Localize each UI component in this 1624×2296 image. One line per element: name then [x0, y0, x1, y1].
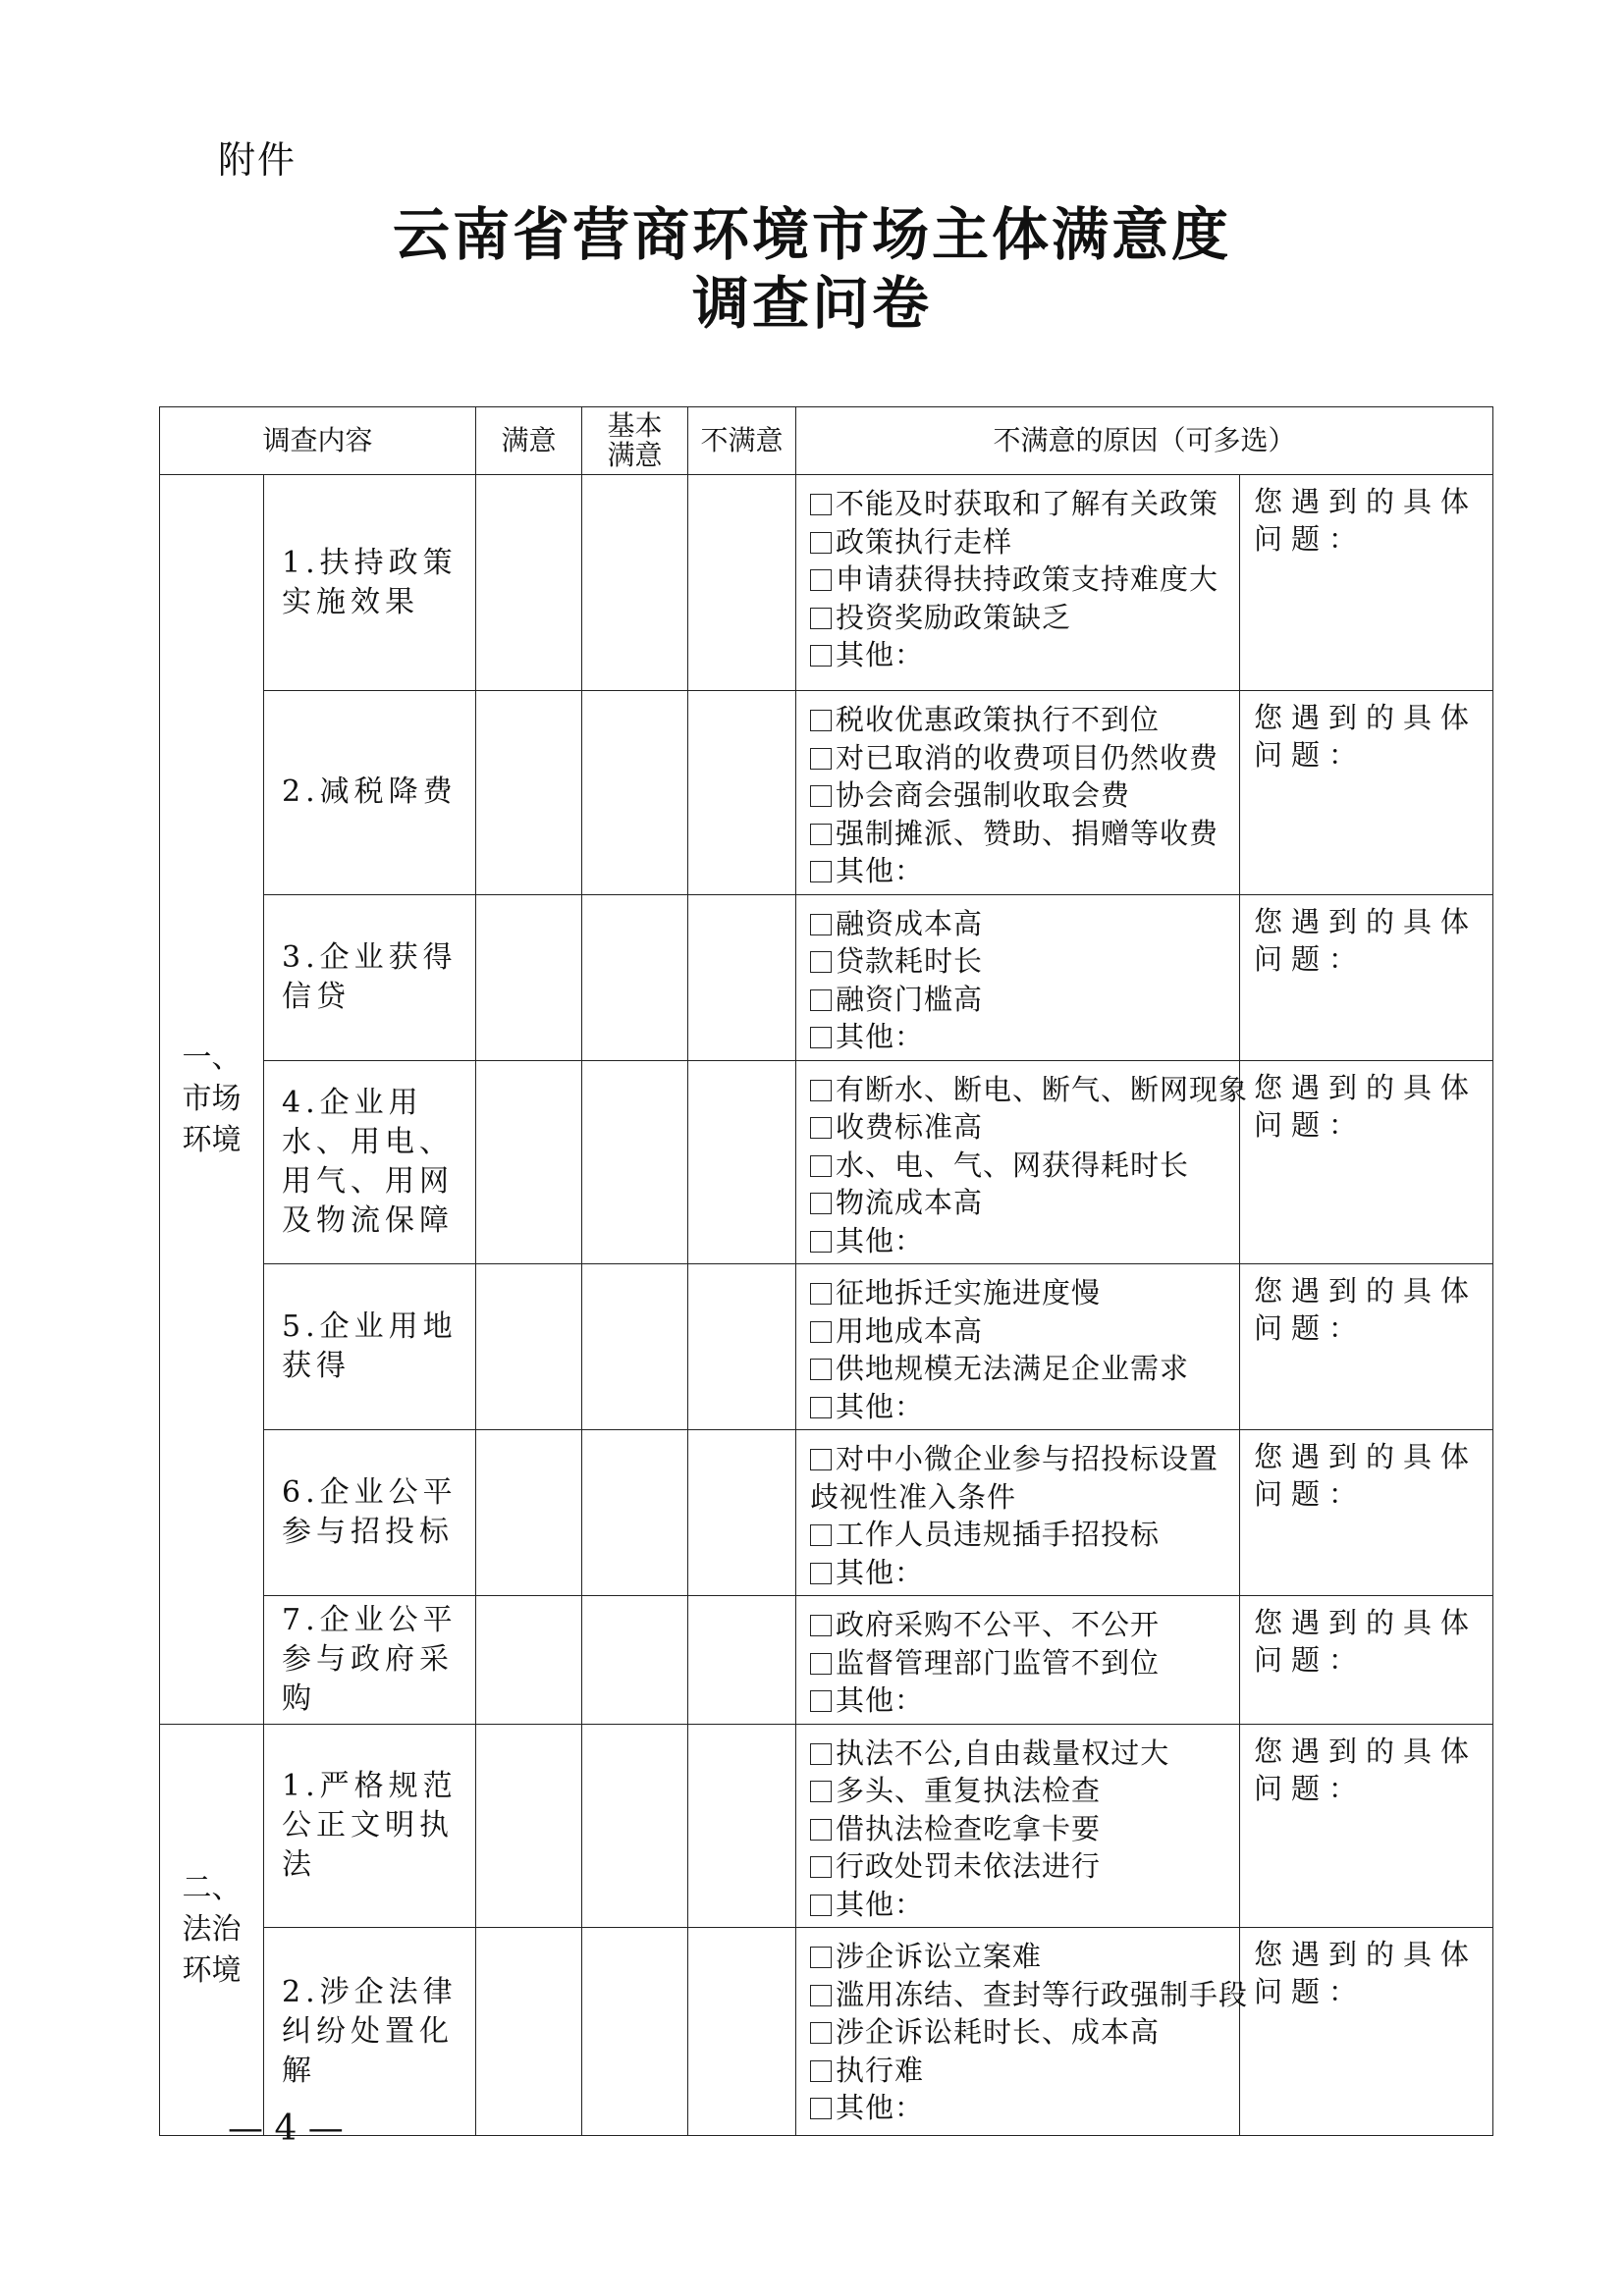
header-satisfied: 满意 [476, 407, 582, 475]
reason-text: 其他： [836, 1887, 925, 1921]
reason-option[interactable] [810, 599, 1231, 637]
checkbox-icon[interactable] [810, 1947, 832, 1968]
header-content: 调查内容 [160, 407, 476, 475]
checkbox-icon[interactable] [810, 710, 832, 731]
reason-text: 行政处罚未依法进行 [836, 1849, 1102, 1883]
checkbox-icon[interactable] [810, 2098, 832, 2119]
survey-body [160, 475, 1493, 2136]
checkbox-icon[interactable] [810, 1080, 832, 1101]
checkbox-icon[interactable] [810, 1321, 832, 1343]
satisfied-cell[interactable] [476, 1060, 582, 1264]
satisfied-cell[interactable] [476, 894, 582, 1060]
satisfied-cell[interactable] [476, 1264, 582, 1430]
checkbox-icon[interactable] [810, 1985, 832, 2006]
table-header-row [160, 407, 1493, 475]
table-row [160, 1724, 1493, 1928]
checkbox-icon[interactable] [810, 1563, 832, 1584]
checkbox-icon[interactable] [810, 1449, 832, 1470]
reason-text: 对中小微企业参与招投标设置歧视性准入条件 [810, 1442, 1219, 1514]
survey-table [159, 406, 1493, 2136]
basic-satisfied-cell[interactable] [582, 1596, 688, 1725]
item-title: 7.企业公平参与政府采购 [264, 1596, 476, 1725]
reason-text: 其他： [836, 1020, 925, 1053]
detail-cell[interactable]: 您遇到的具体问题： [1240, 691, 1493, 895]
reason-option[interactable] [810, 1312, 1231, 1351]
reason-option[interactable] [810, 1886, 1231, 1924]
item-title: 5.企业用地获得 [264, 1264, 476, 1430]
unsatisfied-cell[interactable] [688, 1928, 796, 2136]
reason-option[interactable] [810, 1938, 1231, 1976]
checkbox-icon[interactable] [810, 1743, 832, 1765]
checkbox-icon[interactable] [810, 1690, 832, 1712]
unsatisfied-cell[interactable] [688, 1264, 796, 1430]
basic-satisfied-cell[interactable] [582, 1264, 688, 1430]
table-row [160, 691, 1493, 895]
checkbox-icon[interactable] [810, 1027, 832, 1048]
header-reasons: 不满意的原因（可多选） [796, 407, 1493, 475]
reason-option[interactable] [810, 1350, 1231, 1388]
reasons-cell [796, 1060, 1249, 1264]
checkbox-icon[interactable] [810, 532, 832, 554]
reason-option[interactable] [810, 1847, 1231, 1886]
reason-text: 融资成本高 [836, 906, 984, 940]
checkbox-icon[interactable] [810, 861, 832, 882]
item-title: 3.企业获得信贷 [264, 894, 476, 1060]
reason-text: 监督管理部门监管不到位 [836, 1645, 1161, 1680]
unsatisfied-cell[interactable] [688, 1596, 796, 1725]
reason-option[interactable] [810, 1772, 1231, 1810]
checkbox-icon[interactable] [810, 1856, 832, 1878]
detail-cell[interactable]: 您遇到的具体问题： [1240, 1060, 1493, 1264]
detail-cell[interactable]: 您遇到的具体问题： [1240, 1430, 1493, 1596]
reason-text: 其他： [836, 1389, 925, 1423]
checkbox-icon[interactable] [810, 1781, 832, 1802]
reason-text: 有断水、断电、断气、断网现象 [836, 1072, 1249, 1106]
reason-option[interactable] [810, 1274, 1231, 1312]
reason-text: 执行难 [836, 2053, 925, 2087]
item-title: 1.严格规范公正文明执法 [264, 1724, 476, 1928]
reason-text: 借执法检查吃拿卡要 [836, 1811, 1102, 1845]
reason-text: 其他： [836, 2091, 925, 2124]
reason-text: 强制摊派、赞助、捐赠等收费 [836, 816, 1219, 850]
reason-option[interactable] [810, 1976, 1249, 2014]
header-unsatisfied: 不满意 [688, 407, 796, 475]
reason-option[interactable] [810, 523, 1231, 561]
checkbox-icon[interactable] [810, 645, 832, 667]
table-row [160, 1596, 1493, 1725]
reason-option[interactable] [810, 2013, 1231, 2052]
unsatisfied-cell[interactable] [688, 1060, 796, 1264]
reason-option[interactable] [810, 485, 1231, 523]
reasons-cell [796, 1724, 1240, 1928]
checkbox-icon[interactable] [810, 824, 832, 845]
reason-text: 税收优惠政策执行不到位 [836, 703, 1161, 736]
checkbox-icon[interactable] [810, 1193, 832, 1214]
reason-option[interactable] [810, 942, 1231, 981]
reasons-cell [796, 894, 1240, 1060]
item-title: 2.减税降费 [264, 691, 476, 895]
reason-text: 执法不公,自由裁量权过大 [836, 1735, 1170, 1770]
unsatisfied-cell[interactable] [688, 1430, 796, 1596]
table-row [160, 475, 1493, 691]
satisfied-cell[interactable] [476, 1724, 582, 1928]
reason-option[interactable] [810, 776, 1231, 815]
reason-text: 协会商会强制收取会费 [836, 778, 1131, 812]
reason-option[interactable] [810, 1644, 1231, 1682]
reasons-cell [796, 1264, 1240, 1430]
unsatisfied-cell[interactable] [688, 1724, 796, 1928]
checkbox-icon[interactable] [810, 1117, 832, 1139]
reason-text: 供地规模无法满足企业需求 [836, 1352, 1190, 1385]
basic-satisfied-cell[interactable] [582, 1060, 688, 1264]
reason-option[interactable] [810, 701, 1231, 739]
detail-cell[interactable]: 您遇到的具体问题： [1240, 1264, 1493, 1430]
table-row [160, 1264, 1493, 1430]
basic-satisfied-cell[interactable] [582, 475, 688, 691]
reason-text: 收费标准高 [836, 1110, 984, 1144]
checkbox-icon[interactable] [810, 2022, 832, 2044]
reasons-cell [796, 1596, 1240, 1725]
reason-option[interactable] [810, 1071, 1249, 1109]
reason-text: 涉企诉讼耗时长、成本高 [836, 2015, 1161, 2049]
reasons-cell [796, 1430, 1240, 1596]
basic-satisfied-cell[interactable] [582, 1430, 688, 1596]
reason-text: 涉企诉讼立案难 [836, 1940, 1043, 1973]
table-row [160, 894, 1493, 1060]
reason-text: 其他： [836, 1223, 925, 1257]
reason-text: 融资门槛高 [836, 982, 984, 1016]
reasons-cell [796, 1928, 1249, 2136]
reason-option[interactable] [810, 1018, 1231, 1056]
satisfied-cell[interactable] [476, 1430, 582, 1596]
satisfied-cell[interactable] [476, 475, 582, 691]
table-row [160, 1060, 1493, 1264]
satisfied-cell[interactable] [476, 1928, 582, 2136]
reason-option[interactable] [810, 1682, 1231, 1720]
item-title: 1.扶持政策实施效果 [264, 475, 476, 691]
detail-cell[interactable]: 您遇到的具体问题： [1240, 1596, 1493, 1725]
reason-text: 工作人员违规插手招投标 [836, 1518, 1161, 1551]
checkbox-icon[interactable] [810, 1819, 832, 1841]
page-number: — 4 — [228, 2109, 344, 2149]
basic-satisfied-cell[interactable] [582, 1928, 688, 2136]
checkbox-icon[interactable] [810, 951, 832, 973]
reason-option[interactable] [810, 1606, 1231, 1644]
reason-option[interactable] [810, 636, 1231, 674]
checkbox-icon[interactable] [810, 989, 832, 1011]
category-label: 一、 市场 环境 [160, 475, 264, 1725]
reason-text: 物流成本高 [836, 1186, 984, 1219]
unsatisfied-cell[interactable] [688, 691, 796, 895]
reason-option[interactable] [810, 905, 1231, 943]
reason-text: 政府采购不公平、不公开 [836, 1608, 1161, 1641]
reason-option[interactable] [810, 1554, 1231, 1592]
reason-option[interactable] [810, 1516, 1231, 1554]
reason-text: 多头、重复执法检查 [836, 1774, 1102, 1807]
reason-option[interactable] [810, 1222, 1231, 1260]
basic-satisfied-cell[interactable] [582, 894, 688, 1060]
reason-option[interactable] [810, 815, 1231, 853]
checkbox-icon[interactable] [810, 914, 832, 935]
detail-cell[interactable]: 您遇到的具体问题： [1240, 475, 1493, 691]
checkbox-icon[interactable] [810, 1231, 832, 1253]
checkbox-icon[interactable] [810, 608, 832, 629]
reason-option[interactable] [810, 852, 1231, 890]
checkbox-icon[interactable] [810, 1283, 832, 1305]
reason-option[interactable] [810, 1184, 1231, 1222]
item-title: 4.企业用水、用电、用气、用网及物流保障 [264, 1060, 476, 1264]
document-title: 云南省营商环境市场主体满意度 [392, 201, 1231, 268]
attachment-label: 附件 [218, 138, 298, 182]
checkbox-icon[interactable] [810, 1155, 832, 1177]
reason-text: 政策执行走样 [836, 524, 1013, 559]
detail-cell[interactable]: 您遇到的具体问题： [1240, 1724, 1493, 1928]
checkbox-icon[interactable] [810, 748, 832, 770]
document-subtitle: 调查问卷 [691, 270, 932, 337]
reason-text: 贷款耗时长 [836, 944, 984, 978]
checkbox-icon[interactable] [810, 1397, 832, 1418]
checkbox-icon[interactable] [810, 494, 832, 515]
reason-option[interactable] [810, 2089, 1231, 2127]
satisfied-cell[interactable] [476, 691, 582, 895]
satisfied-cell[interactable] [476, 1596, 582, 1725]
reason-option[interactable] [810, 1147, 1231, 1185]
reason-text: 用地成本高 [836, 1313, 984, 1348]
reason-text: 其他： [836, 1555, 925, 1589]
reason-option[interactable] [810, 739, 1231, 777]
reasons-cell [796, 691, 1240, 895]
reasons-cell [796, 475, 1240, 691]
detail-cell[interactable]: 您遇到的具体问题： [1240, 894, 1493, 1060]
detail-cell[interactable]: 您遇到的具体问题： [1240, 1928, 1493, 2136]
reason-text: 滥用冻结、查封等行政强制手段 [836, 1977, 1249, 2011]
reason-option[interactable] [810, 1440, 1231, 1516]
reason-text: 其他： [836, 1683, 925, 1717]
checkbox-icon[interactable] [810, 1524, 832, 1546]
reason-text: 其他： [836, 854, 925, 887]
header-basic-satisfied: 基本 满意 [582, 407, 688, 475]
checkbox-icon[interactable] [810, 785, 832, 807]
reason-option[interactable] [810, 1108, 1231, 1147]
table-row [160, 1928, 1493, 2136]
reason-option[interactable] [810, 1735, 1231, 1773]
reason-option[interactable] [810, 1810, 1231, 1848]
reason-text: 投资奖励政策缺乏 [836, 600, 1072, 634]
reason-option[interactable] [810, 1388, 1231, 1426]
reason-option[interactable] [810, 2052, 1231, 2090]
checkbox-icon[interactable] [810, 1895, 832, 1916]
item-title: 2.涉企法律纠纷处置化解 [264, 1928, 476, 2136]
item-title: 6.企业公平参与招投标 [264, 1430, 476, 1596]
reason-text: 申请获得扶持政策支持难度大 [836, 562, 1219, 596]
basic-satisfied-cell[interactable] [582, 1724, 688, 1928]
unsatisfied-cell[interactable] [688, 475, 796, 691]
reason-text: 其他： [836, 638, 925, 671]
checkbox-icon[interactable] [810, 1653, 832, 1675]
checkbox-icon[interactable] [810, 1359, 832, 1380]
reason-text: 水、电、气、网获得耗时长 [836, 1148, 1190, 1182]
reason-option[interactable] [810, 981, 1231, 1019]
table-row [160, 1430, 1493, 1596]
unsatisfied-cell[interactable] [688, 894, 796, 1060]
reason-text: 对已取消的收费项目仍然收费 [836, 740, 1219, 774]
reason-option[interactable] [810, 561, 1231, 599]
checkbox-icon[interactable] [810, 1615, 832, 1636]
reason-text: 不能及时获取和了解有关政策 [836, 487, 1219, 520]
category-label: 二、 法治 环境 [160, 1724, 264, 2136]
checkbox-icon[interactable] [810, 2060, 832, 2082]
checkbox-icon[interactable] [810, 569, 832, 591]
reason-text: 征地拆迁实施进度慢 [836, 1276, 1102, 1309]
basic-satisfied-cell[interactable] [582, 691, 688, 895]
